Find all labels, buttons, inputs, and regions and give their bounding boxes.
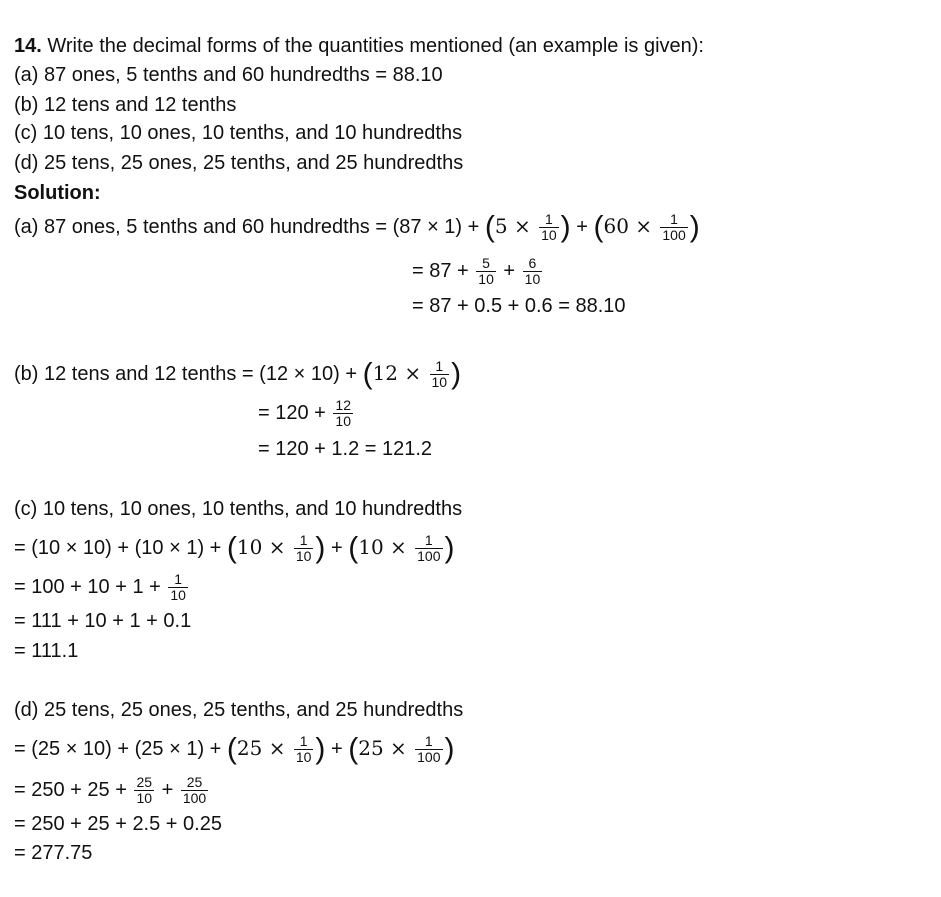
term-text: 60 × bbox=[603, 213, 659, 238]
solution-c-title: (c) 10 tens, 10 ones, 10 tenths, and 10 hundredths bbox=[14, 498, 463, 520]
close-paren: ) bbox=[315, 531, 326, 565]
open-paren: ( bbox=[348, 531, 359, 565]
close-paren: ) bbox=[689, 210, 700, 244]
solution-b-line-2 bbox=[258, 398, 355, 429]
fraction-numerator: 6 bbox=[523, 256, 543, 272]
close-paren: ) bbox=[444, 531, 455, 565]
open-paren: ( bbox=[226, 732, 237, 766]
fraction-numerator: 12 bbox=[335, 397, 351, 413]
fraction-denominator: 10 bbox=[541, 227, 557, 243]
fraction-numerator: 1 bbox=[430, 359, 450, 375]
fraction bbox=[168, 572, 188, 603]
term-text: 12 × bbox=[372, 360, 428, 385]
fraction-denominator: 100 bbox=[182, 790, 207, 806]
fraction-denominator: 10 bbox=[295, 548, 312, 564]
fraction-numerator: 1 bbox=[660, 212, 687, 228]
fraction-denominator: 10 bbox=[295, 749, 312, 765]
fraction bbox=[660, 212, 687, 243]
solution-a-line-1-prefix: (a) 87 ones, 5 tenths and 60 hundredths = (87 × 1) + bbox=[14, 215, 485, 238]
close-paren: ) bbox=[451, 357, 462, 391]
term-text: 25 × bbox=[236, 735, 292, 760]
open-paren: ( bbox=[362, 357, 373, 391]
fraction-denominator: 10 bbox=[170, 587, 186, 603]
solution-d-title: (d) 25 tens, 25 ones, 25 tenths, and 25 hundredths bbox=[14, 699, 464, 721]
open-paren: ( bbox=[484, 210, 495, 244]
fraction-numerator: 1 bbox=[168, 572, 188, 588]
close-paren: ) bbox=[315, 732, 326, 766]
fraction-denominator: 10 bbox=[524, 271, 541, 287]
fraction-denominator: 10 bbox=[478, 271, 494, 287]
solution-c-line-1: = (10 × 10) + (10 × 1) + (10 × $\frac{1}{10}$ ) + (10 × $\frac{1}{100}$ ) bbox=[14, 531, 455, 565]
question-statement bbox=[14, 34, 704, 58]
solution-b-line-3: = 120 + 1.2 = 121.2 bbox=[258, 438, 433, 460]
fraction-numerator: 1 bbox=[415, 734, 442, 750]
fraction-denominator: 10 bbox=[431, 374, 448, 390]
fraction bbox=[415, 533, 442, 564]
fraction bbox=[430, 359, 450, 390]
fraction bbox=[294, 734, 314, 765]
question-text: Write the decimal forms of the quantities mentioned (an example is given): bbox=[41, 35, 704, 57]
solution-d-line-4: = 277.75 bbox=[14, 842, 93, 864]
fraction bbox=[294, 533, 314, 564]
term-text: 25 × bbox=[358, 735, 414, 760]
question-part-d: (d) 25 tens, 25 ones, 25 tenths, and 25 hundredths bbox=[14, 152, 464, 174]
open-paren: ( bbox=[226, 531, 237, 565]
solution-b-line-2-prefix: = 120 + bbox=[258, 401, 332, 424]
solution-a-line-3: = 87 + 0.5 + 0.6 = 88.10 bbox=[412, 295, 626, 317]
fraction bbox=[476, 256, 496, 287]
solution-c-line-2-prefix: = 100 + 10 + 1 + bbox=[14, 575, 167, 598]
fraction-denominator: 100 bbox=[662, 227, 686, 243]
solution-d-line-3: = 250 + 25 + 2.5 + 0.25 bbox=[14, 813, 222, 835]
term-text: 10 × bbox=[358, 534, 414, 559]
fraction bbox=[539, 212, 559, 243]
solution-c-line-2 bbox=[14, 572, 190, 603]
solution-d-line-2-prefix: = 250 + 25 + bbox=[14, 778, 133, 801]
solution-c-line-1-prefix: = (10 × 10) + (10 × 1) + bbox=[14, 536, 227, 559]
fraction bbox=[181, 775, 208, 806]
term-text: 5 × bbox=[494, 213, 538, 238]
fraction-denominator: 10 bbox=[335, 413, 351, 429]
fraction-numerator: 1 bbox=[294, 533, 314, 549]
solution-a-line-2-prefix: = 87 + bbox=[412, 259, 475, 282]
solution-d-line-2: = 250 + 25 + $\frac{25}{10}$ + $\frac{25}{100}$ bbox=[14, 774, 207, 806]
question-part-c: (c) 10 tens, 10 ones, 10 tenths, and 10 hundredths bbox=[14, 122, 463, 144]
open-paren: ( bbox=[593, 210, 604, 244]
fraction-numerator: 25 bbox=[181, 775, 208, 791]
question-part-b: (b) 12 tens and 12 tenths bbox=[14, 94, 237, 116]
fraction-numerator: 1 bbox=[539, 212, 559, 228]
fraction bbox=[523, 256, 543, 287]
close-paren: ) bbox=[444, 732, 455, 766]
fraction-numerator: 1 bbox=[294, 734, 314, 750]
fraction bbox=[333, 398, 353, 429]
solution-b-line-1-prefix: (b) 12 tens and 12 tenths = (12 × 10) + bbox=[14, 362, 363, 385]
solution-d-line-1-prefix: = (25 × 10) + (25 × 1) + bbox=[14, 737, 227, 760]
solution-c-line-4: = 111.1 bbox=[14, 640, 79, 662]
open-paren: ( bbox=[348, 732, 359, 766]
fraction-numerator: 5 bbox=[476, 256, 496, 272]
question-part-a: (a) 87 ones, 5 tenths and 60 hundredths = 88.10 bbox=[14, 64, 443, 86]
fraction bbox=[134, 775, 154, 806]
solution-b-line-1 bbox=[14, 359, 461, 390]
solution-heading: Solution: bbox=[14, 182, 101, 204]
fraction-numerator: 1 bbox=[415, 533, 442, 549]
close-paren: ) bbox=[560, 210, 571, 244]
term-text: 10 × bbox=[236, 534, 292, 559]
solution-a-line-2: = 87 + $\frac{5}{10}$ + $\frac{6}{10}$ bbox=[412, 255, 541, 287]
plus-sign: + bbox=[570, 215, 594, 238]
fraction-denominator: 100 bbox=[417, 548, 441, 564]
solution-a-line-1 bbox=[14, 212, 700, 243]
question-number: 14. bbox=[14, 35, 42, 57]
fraction-denominator: 10 bbox=[136, 790, 153, 806]
solution-d-line-1: = (25 × 10) + (25 × 1) + (25 × $\frac{1}{10}$ ) + (25 × $\frac{1}{100}$ ) bbox=[14, 732, 455, 766]
fraction-numerator: 25 bbox=[136, 774, 153, 790]
fraction-denominator: 100 bbox=[417, 749, 441, 765]
fraction bbox=[415, 734, 442, 765]
solution-c-line-3: = 111 + 10 + 1 + 0.1 bbox=[14, 610, 192, 632]
